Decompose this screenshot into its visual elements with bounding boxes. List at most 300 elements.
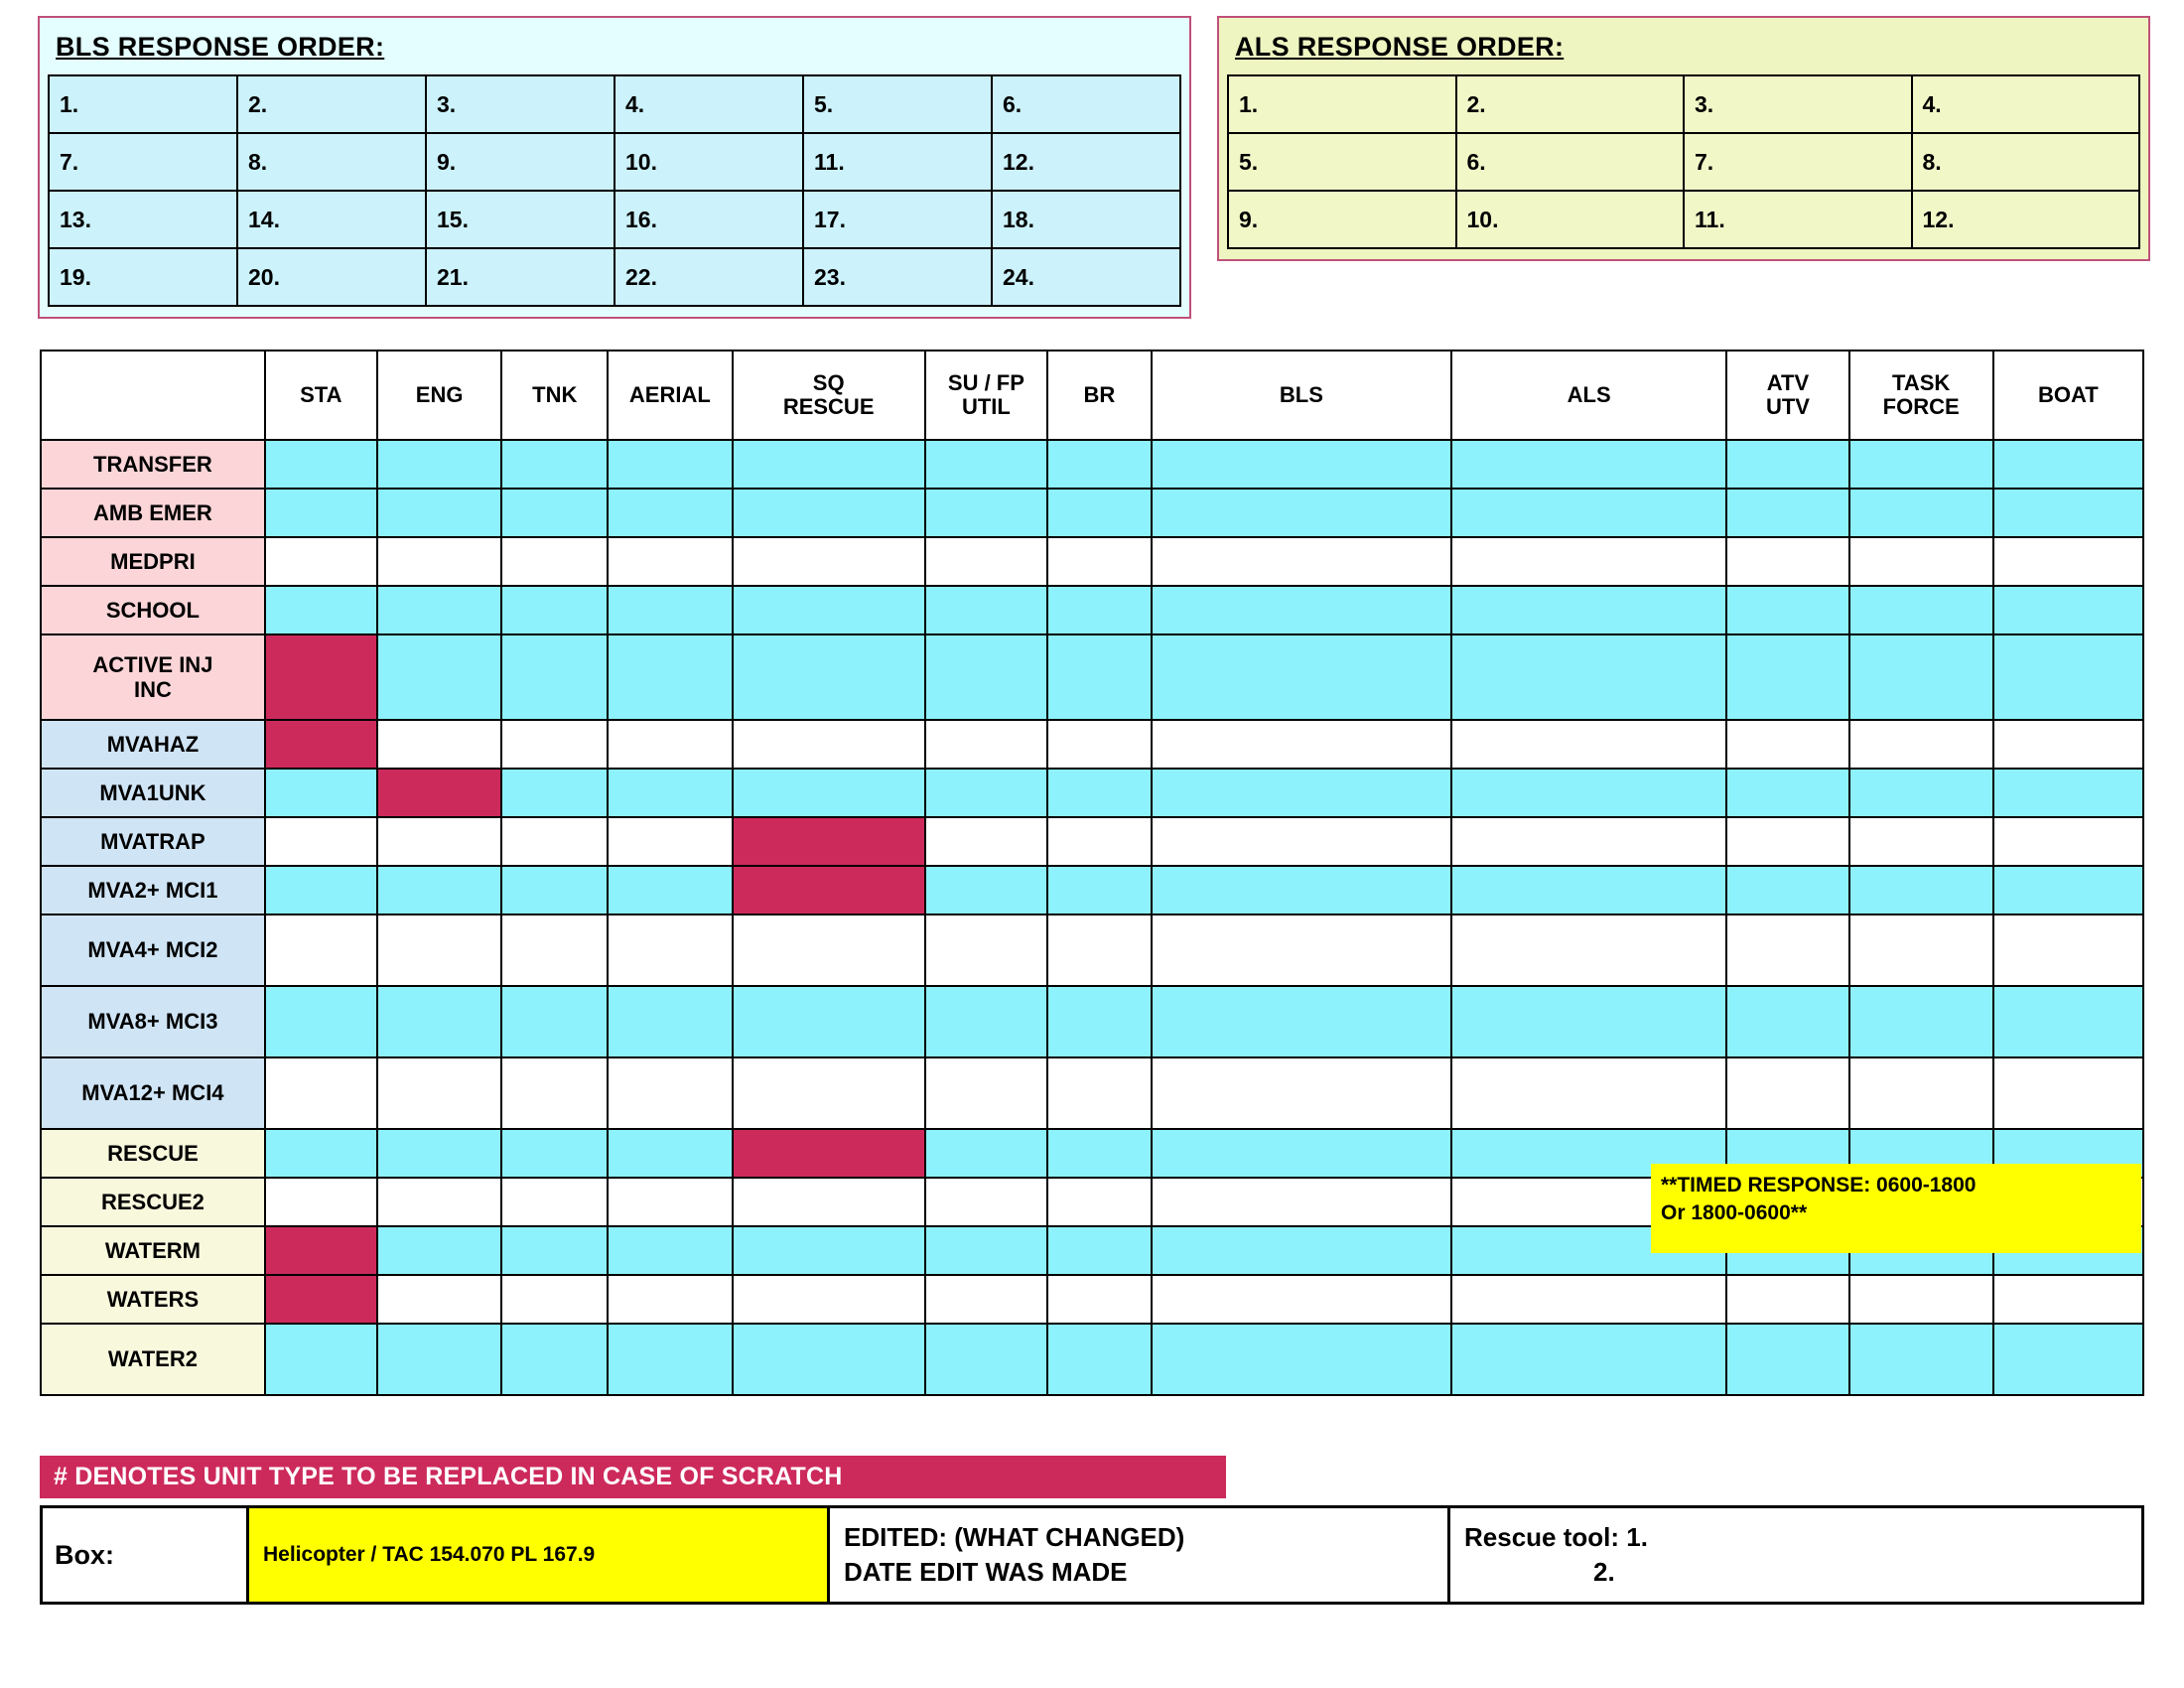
matrix-cell[interactable] [1451,440,1726,489]
bls-order-cell[interactable]: 19. [49,248,237,306]
matrix-cell[interactable] [608,440,733,489]
matrix-cell[interactable] [1849,866,1993,914]
matrix-cell[interactable] [1047,1226,1151,1275]
matrix-cell[interactable] [501,866,608,914]
rescue-tool-field [1450,1508,2141,1602]
matrix-cell[interactable] [1849,1057,1993,1129]
matrix-cell[interactable] [1849,769,1993,817]
rescue-tool-line1: Rescue tool: 1. [1464,1521,1648,1552]
matrix-cell[interactable] [1726,914,1849,986]
matrix-cell[interactable] [1152,489,1452,537]
matrix-cell[interactable] [1152,769,1452,817]
matrix-row-label: ACTIVE INJ INC [41,634,265,720]
matrix-cell[interactable] [265,866,377,914]
matrix-cell[interactable] [733,489,925,537]
matrix-cell[interactable] [1849,440,1993,489]
matrix-row [41,440,2143,489]
bls-order-cell[interactable]: 10. [614,133,803,191]
matrix-cell[interactable] [501,586,608,634]
matrix-row [41,1178,2143,1226]
matrix-cell[interactable] [501,986,608,1057]
bls-order-row [49,248,1180,306]
matrix-cell[interactable] [1047,537,1151,586]
timed-response-line1: **TIMED RESPONSE: 0600-1800 [1661,1174,1977,1196]
matrix-row [41,1275,2143,1324]
matrix-cell[interactable] [265,986,377,1057]
matrix-cell[interactable] [925,440,1048,489]
matrix-cell[interactable] [1152,866,1452,914]
matrix-col-header: ATV UTV [1726,351,1849,440]
matrix-cell[interactable] [608,1178,733,1226]
matrix-cell[interactable] [501,1178,608,1226]
matrix-cell[interactable] [925,769,1048,817]
matrix-cell[interactable] [608,489,733,537]
matrix-cell[interactable] [733,537,925,586]
matrix-col-header: ALS [1451,351,1726,440]
bls-order-cell[interactable]: 2. [237,75,426,133]
matrix-cell[interactable] [1993,769,2143,817]
matrix-cell[interactable] [608,1129,733,1178]
matrix-row-label: MVA1UNK [41,769,265,817]
matrix-col-header: SU / FP UTIL [925,351,1048,440]
matrix-cell[interactable] [1152,1226,1452,1275]
als-order-row [1228,133,2139,191]
bls-order-cell[interactable]: 3. [426,75,614,133]
matrix-cell[interactable] [1451,1226,1726,1275]
matrix-col-header: AERIAL [608,351,733,440]
matrix-cell[interactable] [377,1057,502,1129]
matrix-cell[interactable] [501,440,608,489]
matrix-cell[interactable] [608,1226,733,1275]
matrix-row [41,866,2143,914]
matrix-cell[interactable] [377,986,502,1057]
matrix-cell[interactable] [1726,440,1849,489]
matrix-cell[interactable] [1993,986,2143,1057]
matrix-cell[interactable] [377,1226,502,1275]
matrix-cell[interactable] [1152,634,1452,720]
matrix-cell[interactable] [1849,914,1993,986]
matrix-cell[interactable] [1726,1178,1849,1226]
matrix-cell[interactable] [1152,1178,1452,1226]
als-order-cell[interactable]: 10. [1456,191,1685,248]
matrix-cell[interactable] [1451,1057,1726,1129]
matrix-cell[interactable] [1726,866,1849,914]
matrix-cell[interactable] [1993,586,2143,634]
matrix-cell[interactable] [733,1057,925,1129]
matrix-row [41,537,2143,586]
matrix-col-header: BR [1047,351,1151,440]
matrix-cell[interactable] [608,586,733,634]
matrix-cell[interactable] [733,1324,925,1395]
matrix-cell[interactable] [1451,1275,1726,1324]
bls-order-cell[interactable]: 7. [49,133,237,191]
matrix-row [41,634,2143,720]
matrix-cell[interactable] [1152,817,1452,866]
matrix-cell[interactable] [608,1057,733,1129]
matrix-cell[interactable] [925,1324,1048,1395]
bls-order-cell[interactable]: 23. [803,248,992,306]
matrix-cell[interactable] [1849,586,1993,634]
matrix-cell[interactable] [608,866,733,914]
matrix-cell[interactable] [608,1275,733,1324]
bls-order-cell[interactable]: 18. [992,191,1180,248]
matrix-cell[interactable] [1451,1324,1726,1395]
matrix-cell[interactable] [377,769,502,817]
matrix-cell[interactable] [1451,866,1726,914]
matrix-cell[interactable] [1993,1275,2143,1324]
matrix-cell[interactable] [501,537,608,586]
matrix-cell[interactable] [1993,1057,2143,1129]
matrix-cell[interactable] [1726,1324,1849,1395]
matrix-cell[interactable] [1726,769,1849,817]
matrix-cell[interactable] [1849,1275,1993,1324]
matrix-cell[interactable] [501,1226,608,1275]
matrix-cell[interactable] [1726,817,1849,866]
matrix-cell[interactable] [608,720,733,769]
matrix-cell[interactable] [265,1226,377,1275]
matrix-cell[interactable] [1047,1324,1151,1395]
matrix-row-label: SCHOOL [41,586,265,634]
matrix-cell[interactable] [1451,720,1726,769]
matrix-cell[interactable] [501,1129,608,1178]
response-matrix-table [40,350,2144,1396]
matrix-cell[interactable] [1451,537,1726,586]
matrix-cell[interactable] [608,634,733,720]
matrix-cell[interactable] [733,720,925,769]
matrix-cell[interactable] [1993,1129,2143,1178]
matrix-cell[interactable] [1993,489,2143,537]
matrix-cell[interactable] [608,537,733,586]
als-response-order-box [1217,16,2150,261]
matrix-cell[interactable] [1849,1129,1993,1178]
matrix-cell[interactable] [377,537,502,586]
bls-order-cell[interactable]: 17. [803,191,992,248]
matrix-cell[interactable] [1726,720,1849,769]
matrix-cell[interactable] [1726,586,1849,634]
matrix-cell[interactable] [265,586,377,634]
matrix-cell[interactable] [265,1275,377,1324]
matrix-cell[interactable] [1451,586,1726,634]
bls-order-cell[interactable]: 20. [237,248,426,306]
matrix-cell[interactable] [1849,489,1993,537]
matrix-cell[interactable] [608,1324,733,1395]
als-order-cell[interactable]: 1. [1228,75,1456,133]
matrix-cell[interactable] [925,817,1048,866]
bls-response-order-box [38,16,1191,319]
matrix-cell[interactable] [1451,769,1726,817]
matrix-cell[interactable] [733,1129,925,1178]
matrix-cell[interactable] [1047,1129,1151,1178]
matrix-cell[interactable] [1451,489,1726,537]
matrix-cell[interactable] [1047,1178,1151,1226]
box-number-field[interactable]: Box: [43,1508,249,1602]
als-order-row [1228,191,2139,248]
matrix-cell[interactable] [733,1226,925,1275]
matrix-cell[interactable] [1047,586,1151,634]
matrix-cell[interactable] [265,720,377,769]
matrix-cell[interactable] [265,817,377,866]
matrix-row-label: TRANSFER [41,440,265,489]
matrix-cell[interactable] [1152,1275,1452,1324]
matrix-row-label: MVA2+ MCI1 [41,866,265,914]
matrix-cell[interactable] [1047,1275,1151,1324]
matrix-cell[interactable] [265,769,377,817]
matrix-cell[interactable] [733,586,925,634]
matrix-cell[interactable] [1047,986,1151,1057]
matrix-cell[interactable] [925,586,1048,634]
matrix-cell[interactable] [377,489,502,537]
matrix-cell[interactable] [1993,914,2143,986]
matrix-row-label: MVAHAZ [41,720,265,769]
matrix-cell[interactable] [377,1324,502,1395]
matrix-cell[interactable] [265,440,377,489]
matrix-row-label: MEDPRI [41,537,265,586]
bls-order-cell[interactable]: 4. [614,75,803,133]
matrix-cell[interactable] [265,489,377,537]
matrix-cell[interactable] [925,1129,1048,1178]
matrix-cell[interactable] [925,986,1048,1057]
matrix-cell[interactable] [1047,634,1151,720]
matrix-cell[interactable] [1726,1275,1849,1324]
matrix-row-label: WATERS [41,1275,265,1324]
matrix-row [41,769,2143,817]
matrix-cell[interactable] [1152,914,1452,986]
matrix-cell[interactable] [1047,817,1151,866]
matrix-row [41,586,2143,634]
matrix-row-label: MVA8+ MCI3 [41,986,265,1057]
matrix-row [41,1057,2143,1129]
matrix-cell[interactable] [733,914,925,986]
matrix-cell[interactable] [925,634,1048,720]
matrix-cell[interactable] [1993,1226,2143,1275]
matrix-cell[interactable] [733,440,925,489]
matrix-cell[interactable] [608,769,733,817]
matrix-cell[interactable] [608,914,733,986]
matrix-cell[interactable] [501,634,608,720]
matrix-cell[interactable] [1152,1057,1452,1129]
response-matrix-wrapper [40,350,2144,1396]
matrix-cell[interactable] [1849,986,1993,1057]
als-order-cell[interactable]: 11. [1684,191,1912,248]
als-order-cell[interactable]: 8. [1912,133,2140,191]
matrix-col-header: TASK FORCE [1849,351,1993,440]
matrix-cell[interactable] [265,1324,377,1395]
matrix-cell[interactable] [733,986,925,1057]
matrix-cell[interactable] [1047,720,1151,769]
matrix-row [41,1129,2143,1178]
matrix-cell[interactable] [1047,914,1151,986]
bls-response-order-title: BLS RESPONSE ORDER: [56,32,385,62]
matrix-cell[interactable] [377,1129,502,1178]
matrix-cell[interactable] [1152,986,1452,1057]
bls-order-cell[interactable]: 11. [803,133,992,191]
matrix-col-header: TNK [501,351,608,440]
matrix-cell[interactable] [608,986,733,1057]
als-order-cell[interactable]: 4. [1912,75,2140,133]
matrix-row-label: MVA12+ MCI4 [41,1057,265,1129]
bls-order-cell[interactable]: 6. [992,75,1180,133]
matrix-cell[interactable] [733,866,925,914]
matrix-cell[interactable] [377,914,502,986]
edited-field [830,1508,1450,1602]
matrix-cell[interactable] [1047,866,1151,914]
matrix-cell[interactable] [1047,440,1151,489]
matrix-cell[interactable] [925,1275,1048,1324]
matrix-cell[interactable] [1993,720,2143,769]
matrix-cell[interactable] [377,1178,502,1226]
matrix-cell[interactable] [377,634,502,720]
matrix-cell[interactable] [733,769,925,817]
matrix-cell[interactable] [1451,986,1726,1057]
matrix-cell[interactable] [1849,1324,1993,1395]
matrix-col-header: BLS [1152,351,1452,440]
matrix-cell[interactable] [1451,817,1726,866]
timed-response-line2: Or 1800-0600** [1661,1201,1808,1225]
als-order-cell[interactable]: 12. [1912,191,2140,248]
matrix-cell[interactable] [925,914,1048,986]
matrix-cell[interactable] [377,866,502,914]
matrix-cell[interactable] [265,634,377,720]
matrix-cell[interactable] [925,866,1048,914]
bls-order-row [49,75,1180,133]
als-order-cell[interactable]: 7. [1684,133,1912,191]
matrix-cell[interactable] [1451,1178,1726,1226]
edited-line1: EDITED: (WHAT CHANGED) [844,1521,1185,1552]
matrix-cell[interactable] [501,1324,608,1395]
matrix-cell[interactable] [1726,1129,1849,1178]
matrix-row-label: MVA4+ MCI2 [41,914,265,986]
als-order-cell[interactable]: 3. [1684,75,1912,133]
matrix-cell[interactable] [925,1226,1048,1275]
matrix-row [41,489,2143,537]
matrix-cell[interactable] [1047,1057,1151,1129]
matrix-cell[interactable] [1451,1129,1726,1178]
matrix-row [41,1226,2143,1275]
matrix-cell[interactable] [1152,586,1452,634]
matrix-cell[interactable] [1993,537,2143,586]
matrix-cell[interactable] [501,914,608,986]
matrix-cell[interactable] [1849,1226,1993,1275]
matrix-cell[interactable] [501,769,608,817]
matrix-cell[interactable] [377,817,502,866]
matrix-cell[interactable] [1152,1324,1452,1395]
matrix-cell[interactable] [377,720,502,769]
matrix-cell[interactable] [377,586,502,634]
matrix-cell[interactable] [1451,914,1726,986]
matrix-row [41,986,2143,1057]
matrix-col-header: ENG [377,351,502,440]
matrix-cell[interactable] [501,1057,608,1129]
als-order-cell[interactable]: 5. [1228,133,1456,191]
matrix-cell[interactable] [925,1178,1048,1226]
matrix-cell[interactable] [265,537,377,586]
bls-order-cell[interactable]: 15. [426,191,614,248]
matrix-cell[interactable] [925,720,1048,769]
bls-order-cell[interactable]: 9. [426,133,614,191]
bls-order-cell[interactable]: 5. [803,75,992,133]
matrix-cell[interactable] [1849,537,1993,586]
bls-order-cell[interactable]: 16. [614,191,803,248]
matrix-cell[interactable] [265,914,377,986]
matrix-cell[interactable] [608,817,733,866]
matrix-row [41,914,2143,986]
matrix-cell[interactable] [1726,634,1849,720]
bls-order-cell[interactable]: 24. [992,248,1180,306]
matrix-cell[interactable] [1849,817,1993,866]
matrix-row-label: WATERM [41,1226,265,1275]
matrix-cell[interactable] [1993,1178,2143,1226]
matrix-cell[interactable] [1726,1226,1849,1275]
matrix-cell[interactable] [1993,440,2143,489]
matrix-cell[interactable] [265,1129,377,1178]
bls-order-cell[interactable]: 8. [237,133,426,191]
bls-order-cell[interactable]: 1. [49,75,237,133]
als-order-cell[interactable]: 6. [1456,133,1685,191]
matrix-cell[interactable] [1993,634,2143,720]
rescue-tool-line2: 2. [1593,1557,1615,1587]
matrix-cell[interactable] [501,817,608,866]
response-order-row [38,16,2150,319]
matrix-row-label: AMB EMER [41,489,265,537]
matrix-row-label: WATER2 [41,1324,265,1395]
matrix-cell[interactable] [1726,537,1849,586]
bls-order-cell[interactable]: 21. [426,248,614,306]
matrix-row-label: RESCUE [41,1129,265,1178]
matrix-cell[interactable] [1849,634,1993,720]
matrix-cell[interactable] [1993,1324,2143,1395]
matrix-cell[interactable] [501,1275,608,1324]
matrix-row-label: MVATRAP [41,817,265,866]
als-order-cell[interactable]: 2. [1456,75,1685,133]
als-order-cell[interactable]: 9. [1228,191,1456,248]
matrix-cell[interactable] [1726,489,1849,537]
matrix-cell[interactable] [1047,489,1151,537]
matrix-cell[interactable] [1993,817,2143,866]
bls-order-cell[interactable]: 13. [49,191,237,248]
matrix-cell[interactable] [1849,720,1993,769]
matrix-cell[interactable] [501,720,608,769]
matrix-cell[interactable] [1152,1129,1452,1178]
matrix-cell[interactable] [1152,537,1452,586]
matrix-cell[interactable] [1849,1178,1993,1226]
matrix-cell[interactable] [925,489,1048,537]
matrix-cell[interactable] [1993,866,2143,914]
matrix-cell[interactable] [1726,986,1849,1057]
matrix-cell[interactable] [377,1275,502,1324]
matrix-row [41,720,2143,769]
matrix-cell[interactable] [925,1057,1048,1129]
matrix-cell[interactable] [1726,1057,1849,1129]
matrix-cell[interactable] [501,489,608,537]
matrix-cell[interactable] [1451,634,1726,720]
matrix-cell[interactable] [1152,440,1452,489]
matrix-cell[interactable] [733,634,925,720]
matrix-cell[interactable] [733,1275,925,1324]
matrix-cell[interactable] [733,1178,925,1226]
bls-order-cell[interactable]: 12. [992,133,1180,191]
matrix-row-label: RESCUE2 [41,1178,265,1226]
matrix-cell[interactable] [265,1057,377,1129]
matrix-cell[interactable] [925,537,1048,586]
bls-order-cell[interactable]: 22. [614,248,803,306]
matrix-corner-cell [41,351,265,440]
matrix-cell[interactable] [1047,769,1151,817]
matrix-cell[interactable] [733,817,925,866]
bls-order-cell[interactable]: 14. [237,191,426,248]
matrix-cell[interactable] [377,440,502,489]
matrix-cell[interactable] [1152,720,1452,769]
matrix-cell[interactable] [265,1178,377,1226]
